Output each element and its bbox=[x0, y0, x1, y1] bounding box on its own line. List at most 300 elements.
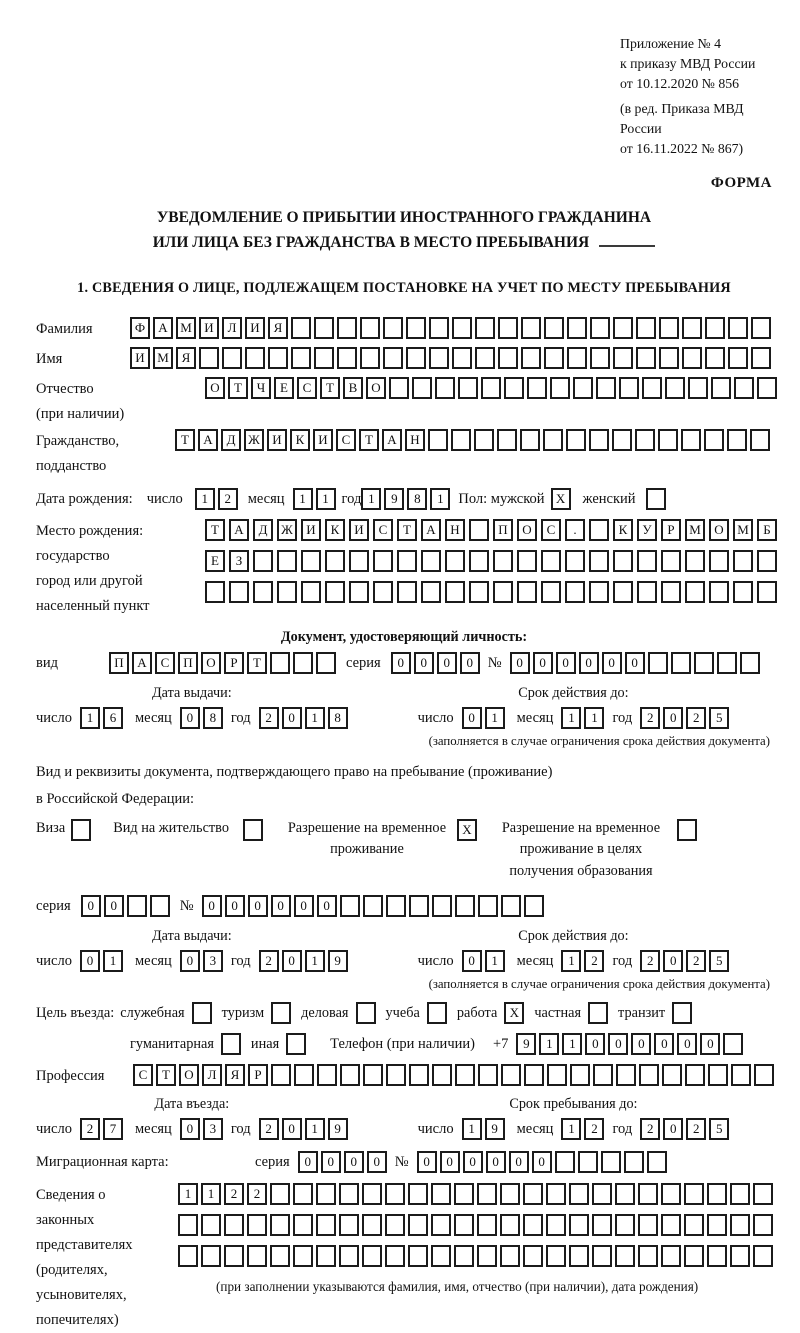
char-cell[interactable]: 0 bbox=[625, 652, 645, 674]
char-cell[interactable] bbox=[727, 429, 747, 451]
char-cell[interactable]: И bbox=[349, 519, 369, 541]
char-cell[interactable] bbox=[497, 429, 517, 451]
char-cell[interactable]: 0 bbox=[510, 652, 530, 674]
char-cell[interactable] bbox=[408, 1214, 428, 1236]
char-cell[interactable] bbox=[569, 1245, 589, 1267]
char-cell[interactable] bbox=[271, 1002, 291, 1024]
char-cell[interactable]: 9 bbox=[328, 1118, 348, 1140]
char-cell[interactable]: И bbox=[130, 347, 150, 369]
char-cell[interactable] bbox=[677, 819, 697, 841]
char-cell[interactable] bbox=[704, 429, 724, 451]
char-cell[interactable]: 0 bbox=[248, 895, 268, 917]
char-cell[interactable]: 1 bbox=[462, 1118, 482, 1140]
char-cell[interactable] bbox=[573, 377, 593, 399]
char-cell[interactable]: 2 bbox=[584, 950, 604, 972]
char-cell[interactable]: Ж bbox=[244, 429, 264, 451]
char-cell[interactable] bbox=[477, 1183, 497, 1205]
char-cell[interactable] bbox=[757, 550, 777, 572]
char-cell[interactable]: У bbox=[637, 519, 657, 541]
char-cell[interactable]: Б bbox=[757, 519, 777, 541]
char-cell[interactable] bbox=[705, 347, 725, 369]
char-cell[interactable]: 0 bbox=[509, 1151, 529, 1173]
char-cell[interactable]: 1 bbox=[430, 488, 450, 510]
char-cell[interactable]: 1 bbox=[485, 707, 505, 729]
char-cell[interactable] bbox=[469, 550, 489, 572]
char-cell[interactable] bbox=[619, 377, 639, 399]
char-cell[interactable]: 0 bbox=[533, 652, 553, 674]
char-cell[interactable] bbox=[709, 581, 729, 603]
char-cell[interactable] bbox=[751, 347, 771, 369]
char-cell[interactable]: Т bbox=[359, 429, 379, 451]
char-cell[interactable]: 0 bbox=[700, 1033, 720, 1055]
char-cell[interactable] bbox=[253, 550, 273, 572]
char-cell[interactable] bbox=[565, 581, 585, 603]
char-cell[interactable] bbox=[429, 347, 449, 369]
char-cell[interactable]: С bbox=[155, 652, 175, 674]
char-cell[interactable]: 1 bbox=[539, 1033, 559, 1055]
char-cell[interactable]: 2 bbox=[686, 1118, 706, 1140]
char-cell[interactable] bbox=[178, 1245, 198, 1267]
char-cell[interactable] bbox=[569, 1183, 589, 1205]
char-cell[interactable] bbox=[451, 429, 471, 451]
char-cell[interactable]: 1 bbox=[561, 950, 581, 972]
char-cell[interactable] bbox=[360, 347, 380, 369]
char-cell[interactable] bbox=[301, 550, 321, 572]
char-cell[interactable] bbox=[567, 317, 587, 339]
char-cell[interactable] bbox=[222, 347, 242, 369]
char-cell[interactable] bbox=[454, 1245, 474, 1267]
char-cell[interactable]: 1 bbox=[561, 707, 581, 729]
char-cell[interactable]: 3 bbox=[203, 1118, 223, 1140]
char-cell[interactable]: 8 bbox=[328, 707, 348, 729]
char-cell[interactable] bbox=[454, 1214, 474, 1236]
char-cell[interactable]: . bbox=[565, 519, 585, 541]
char-cell[interactable]: Л bbox=[222, 317, 242, 339]
char-cell[interactable]: И bbox=[301, 519, 321, 541]
char-cell[interactable] bbox=[454, 1183, 474, 1205]
char-cell[interactable] bbox=[293, 1214, 313, 1236]
char-cell[interactable]: 3 bbox=[203, 950, 223, 972]
char-cell[interactable] bbox=[733, 550, 753, 572]
char-cell[interactable] bbox=[543, 429, 563, 451]
char-cell[interactable]: 6 bbox=[103, 707, 123, 729]
char-cell[interactable] bbox=[685, 581, 705, 603]
char-cell[interactable]: 0 bbox=[81, 895, 101, 917]
char-cell[interactable]: 1 bbox=[195, 488, 215, 510]
char-cell[interactable] bbox=[431, 1214, 451, 1236]
char-cell[interactable] bbox=[229, 581, 249, 603]
char-cell[interactable]: Н bbox=[445, 519, 465, 541]
char-cell[interactable]: 5 bbox=[709, 707, 729, 729]
char-cell[interactable] bbox=[421, 550, 441, 572]
char-cell[interactable] bbox=[613, 347, 633, 369]
char-cell[interactable]: С bbox=[373, 519, 393, 541]
char-cell[interactable] bbox=[201, 1245, 221, 1267]
char-cell[interactable] bbox=[291, 317, 311, 339]
char-cell[interactable]: 1 bbox=[562, 1033, 582, 1055]
char-cell[interactable]: Ф bbox=[130, 317, 150, 339]
char-cell[interactable]: Я bbox=[268, 317, 288, 339]
char-cell[interactable] bbox=[247, 1245, 267, 1267]
char-cell[interactable] bbox=[754, 1064, 774, 1086]
char-cell[interactable] bbox=[589, 519, 609, 541]
char-cell[interactable]: 0 bbox=[414, 652, 434, 674]
char-cell[interactable] bbox=[546, 1183, 566, 1205]
char-cell[interactable] bbox=[589, 550, 609, 572]
char-cell[interactable] bbox=[624, 1151, 644, 1173]
char-cell[interactable] bbox=[682, 347, 702, 369]
char-cell[interactable] bbox=[546, 1245, 566, 1267]
char-cell[interactable]: 1 bbox=[584, 707, 604, 729]
char-cell[interactable]: 0 bbox=[225, 895, 245, 917]
char-cell[interactable] bbox=[245, 347, 265, 369]
char-cell[interactable] bbox=[544, 317, 564, 339]
char-cell[interactable] bbox=[659, 347, 679, 369]
char-cell[interactable] bbox=[684, 1183, 704, 1205]
char-cell[interactable] bbox=[661, 1183, 681, 1205]
char-cell[interactable] bbox=[316, 1183, 336, 1205]
char-cell[interactable]: X bbox=[457, 819, 477, 841]
char-cell[interactable] bbox=[475, 317, 495, 339]
char-cell[interactable] bbox=[517, 581, 537, 603]
char-cell[interactable] bbox=[751, 317, 771, 339]
char-cell[interactable]: 9 bbox=[485, 1118, 505, 1140]
char-cell[interactable] bbox=[658, 429, 678, 451]
char-cell[interactable] bbox=[546, 1214, 566, 1236]
char-cell[interactable] bbox=[409, 895, 429, 917]
char-cell[interactable] bbox=[493, 581, 513, 603]
char-cell[interactable] bbox=[500, 1214, 520, 1236]
char-cell[interactable] bbox=[247, 1214, 267, 1236]
char-cell[interactable] bbox=[406, 317, 426, 339]
char-cell[interactable] bbox=[498, 347, 518, 369]
char-cell[interactable] bbox=[428, 429, 448, 451]
char-cell[interactable] bbox=[339, 1245, 359, 1267]
char-cell[interactable] bbox=[293, 652, 313, 674]
char-cell[interactable] bbox=[349, 581, 369, 603]
char-cell[interactable] bbox=[268, 347, 288, 369]
char-cell[interactable]: 0 bbox=[486, 1151, 506, 1173]
char-cell[interactable] bbox=[150, 895, 170, 917]
char-cell[interactable]: 0 bbox=[556, 652, 576, 674]
char-cell[interactable]: 0 bbox=[417, 1151, 437, 1173]
char-cell[interactable] bbox=[685, 1064, 705, 1086]
char-cell[interactable] bbox=[408, 1245, 428, 1267]
char-cell[interactable] bbox=[637, 550, 657, 572]
char-cell[interactable] bbox=[397, 581, 417, 603]
char-cell[interactable]: 2 bbox=[80, 1118, 100, 1140]
char-cell[interactable] bbox=[590, 347, 610, 369]
char-cell[interactable]: 1 bbox=[293, 488, 313, 510]
char-cell[interactable] bbox=[412, 377, 432, 399]
char-cell[interactable] bbox=[431, 1245, 451, 1267]
char-cell[interactable] bbox=[317, 1064, 337, 1086]
char-cell[interactable] bbox=[612, 429, 632, 451]
char-cell[interactable]: 0 bbox=[663, 950, 683, 972]
char-cell[interactable] bbox=[753, 1245, 773, 1267]
char-cell[interactable] bbox=[541, 581, 561, 603]
char-cell[interactable] bbox=[637, 581, 657, 603]
char-cell[interactable] bbox=[707, 1245, 727, 1267]
char-cell[interactable] bbox=[314, 347, 334, 369]
char-cell[interactable]: 0 bbox=[631, 1033, 651, 1055]
char-cell[interactable]: 0 bbox=[608, 1033, 628, 1055]
char-cell[interactable] bbox=[707, 1214, 727, 1236]
char-cell[interactable] bbox=[635, 429, 655, 451]
char-cell[interactable]: Т bbox=[205, 519, 225, 541]
char-cell[interactable] bbox=[615, 1214, 635, 1236]
char-cell[interactable] bbox=[517, 550, 537, 572]
char-cell[interactable]: 0 bbox=[532, 1151, 552, 1173]
char-cell[interactable] bbox=[661, 1214, 681, 1236]
char-cell[interactable]: Т bbox=[247, 652, 267, 674]
char-cell[interactable]: 2 bbox=[218, 488, 238, 510]
char-cell[interactable] bbox=[728, 317, 748, 339]
char-cell[interactable]: С bbox=[297, 377, 317, 399]
char-cell[interactable] bbox=[639, 1064, 659, 1086]
char-cell[interactable]: Т bbox=[175, 429, 195, 451]
char-cell[interactable]: Н bbox=[405, 429, 425, 451]
char-cell[interactable]: 0 bbox=[440, 1151, 460, 1173]
char-cell[interactable] bbox=[565, 550, 585, 572]
char-cell[interactable]: К bbox=[290, 429, 310, 451]
char-cell[interactable] bbox=[661, 550, 681, 572]
char-cell[interactable] bbox=[316, 1214, 336, 1236]
char-cell[interactable] bbox=[711, 377, 731, 399]
char-cell[interactable]: Я bbox=[225, 1064, 245, 1086]
char-cell[interactable] bbox=[477, 1245, 497, 1267]
char-cell[interactable] bbox=[452, 317, 472, 339]
char-cell[interactable] bbox=[521, 317, 541, 339]
char-cell[interactable]: 1 bbox=[305, 707, 325, 729]
char-cell[interactable] bbox=[301, 581, 321, 603]
char-cell[interactable]: М bbox=[733, 519, 753, 541]
char-cell[interactable]: Ж bbox=[277, 519, 297, 541]
char-cell[interactable] bbox=[524, 1064, 544, 1086]
char-cell[interactable]: И bbox=[267, 429, 287, 451]
char-cell[interactable]: 0 bbox=[298, 1151, 318, 1173]
char-cell[interactable] bbox=[707, 1183, 727, 1205]
char-cell[interactable]: 9 bbox=[384, 488, 404, 510]
char-cell[interactable] bbox=[205, 581, 225, 603]
char-cell[interactable] bbox=[555, 1151, 575, 1173]
char-cell[interactable] bbox=[662, 1064, 682, 1086]
char-cell[interactable]: Ч bbox=[251, 377, 271, 399]
char-cell[interactable] bbox=[570, 1064, 590, 1086]
char-cell[interactable]: 2 bbox=[584, 1118, 604, 1140]
char-cell[interactable]: С bbox=[336, 429, 356, 451]
char-cell[interactable] bbox=[733, 581, 753, 603]
char-cell[interactable] bbox=[385, 1183, 405, 1205]
char-cell[interactable]: К bbox=[613, 519, 633, 541]
char-cell[interactable] bbox=[493, 550, 513, 572]
char-cell[interactable] bbox=[723, 1033, 743, 1055]
char-cell[interactable]: А bbox=[382, 429, 402, 451]
char-cell[interactable] bbox=[224, 1214, 244, 1236]
char-cell[interactable] bbox=[363, 1064, 383, 1086]
char-cell[interactable] bbox=[363, 895, 383, 917]
char-cell[interactable] bbox=[592, 1214, 612, 1236]
char-cell[interactable] bbox=[638, 1245, 658, 1267]
char-cell[interactable]: 1 bbox=[316, 488, 336, 510]
char-cell[interactable]: 1 bbox=[80, 707, 100, 729]
char-cell[interactable] bbox=[458, 377, 478, 399]
char-cell[interactable] bbox=[613, 581, 633, 603]
char-cell[interactable]: О bbox=[517, 519, 537, 541]
char-cell[interactable]: И bbox=[313, 429, 333, 451]
char-cell[interactable] bbox=[524, 895, 544, 917]
char-cell[interactable]: А bbox=[421, 519, 441, 541]
char-cell[interactable]: П bbox=[109, 652, 129, 674]
char-cell[interactable] bbox=[362, 1245, 382, 1267]
char-cell[interactable]: 2 bbox=[686, 707, 706, 729]
char-cell[interactable]: 0 bbox=[463, 1151, 483, 1173]
char-cell[interactable]: 1 bbox=[178, 1183, 198, 1205]
char-cell[interactable]: 0 bbox=[180, 950, 200, 972]
char-cell[interactable]: Р bbox=[224, 652, 244, 674]
char-cell[interactable] bbox=[373, 550, 393, 572]
char-cell[interactable] bbox=[578, 1151, 598, 1173]
char-cell[interactable]: О bbox=[179, 1064, 199, 1086]
char-cell[interactable]: 0 bbox=[271, 895, 291, 917]
char-cell[interactable] bbox=[730, 1245, 750, 1267]
char-cell[interactable] bbox=[429, 317, 449, 339]
char-cell[interactable]: Е bbox=[274, 377, 294, 399]
char-cell[interactable] bbox=[349, 550, 369, 572]
char-cell[interactable] bbox=[385, 1214, 405, 1236]
char-cell[interactable] bbox=[452, 347, 472, 369]
char-cell[interactable]: С bbox=[541, 519, 561, 541]
char-cell[interactable] bbox=[498, 317, 518, 339]
char-cell[interactable]: М bbox=[153, 347, 173, 369]
char-cell[interactable] bbox=[337, 317, 357, 339]
char-cell[interactable]: 2 bbox=[259, 950, 279, 972]
char-cell[interactable]: 0 bbox=[367, 1151, 387, 1173]
char-cell[interactable] bbox=[717, 652, 737, 674]
char-cell[interactable]: И bbox=[199, 317, 219, 339]
char-cell[interactable] bbox=[383, 317, 403, 339]
char-cell[interactable] bbox=[477, 1214, 497, 1236]
char-cell[interactable] bbox=[277, 550, 297, 572]
char-cell[interactable] bbox=[455, 1064, 475, 1086]
char-cell[interactable]: 0 bbox=[317, 895, 337, 917]
char-cell[interactable] bbox=[270, 1214, 290, 1236]
char-cell[interactable]: О bbox=[709, 519, 729, 541]
char-cell[interactable] bbox=[291, 347, 311, 369]
char-cell[interactable] bbox=[504, 377, 524, 399]
char-cell[interactable] bbox=[445, 581, 465, 603]
char-cell[interactable] bbox=[730, 1183, 750, 1205]
char-cell[interactable]: 2 bbox=[224, 1183, 244, 1205]
char-cell[interactable]: 9 bbox=[328, 950, 348, 972]
char-cell[interactable] bbox=[567, 347, 587, 369]
char-cell[interactable] bbox=[431, 1183, 451, 1205]
char-cell[interactable]: 0 bbox=[104, 895, 124, 917]
char-cell[interactable] bbox=[201, 1214, 221, 1236]
char-cell[interactable] bbox=[753, 1183, 773, 1205]
char-cell[interactable] bbox=[314, 317, 334, 339]
char-cell[interactable] bbox=[427, 1002, 447, 1024]
char-cell[interactable] bbox=[271, 1064, 291, 1086]
char-cell[interactable]: Е bbox=[205, 550, 225, 572]
char-cell[interactable] bbox=[360, 317, 380, 339]
char-cell[interactable] bbox=[286, 1033, 306, 1055]
char-cell[interactable]: 0 bbox=[460, 652, 480, 674]
char-cell[interactable]: 1 bbox=[103, 950, 123, 972]
char-cell[interactable] bbox=[277, 581, 297, 603]
char-cell[interactable] bbox=[383, 347, 403, 369]
char-cell[interactable] bbox=[356, 1002, 376, 1024]
char-cell[interactable] bbox=[199, 347, 219, 369]
char-cell[interactable]: И bbox=[245, 317, 265, 339]
char-cell[interactable] bbox=[613, 317, 633, 339]
char-cell[interactable] bbox=[523, 1183, 543, 1205]
char-cell[interactable]: Д bbox=[253, 519, 273, 541]
char-cell[interactable] bbox=[547, 1064, 567, 1086]
char-cell[interactable] bbox=[659, 317, 679, 339]
char-cell[interactable]: 1 bbox=[201, 1183, 221, 1205]
char-cell[interactable] bbox=[325, 581, 345, 603]
char-cell[interactable] bbox=[589, 581, 609, 603]
char-cell[interactable] bbox=[253, 581, 273, 603]
char-cell[interactable] bbox=[316, 652, 336, 674]
char-cell[interactable] bbox=[636, 347, 656, 369]
char-cell[interactable] bbox=[665, 377, 685, 399]
char-cell[interactable]: А bbox=[153, 317, 173, 339]
char-cell[interactable] bbox=[709, 550, 729, 572]
char-cell[interactable]: С bbox=[133, 1064, 153, 1086]
char-cell[interactable] bbox=[316, 1245, 336, 1267]
char-cell[interactable] bbox=[684, 1245, 704, 1267]
char-cell[interactable]: О bbox=[201, 652, 221, 674]
char-cell[interactable]: А bbox=[132, 652, 152, 674]
char-cell[interactable]: Т bbox=[228, 377, 248, 399]
char-cell[interactable]: 2 bbox=[259, 707, 279, 729]
char-cell[interactable] bbox=[192, 1002, 212, 1024]
char-cell[interactable] bbox=[445, 550, 465, 572]
char-cell[interactable] bbox=[406, 347, 426, 369]
char-cell[interactable] bbox=[694, 652, 714, 674]
char-cell[interactable] bbox=[601, 1151, 621, 1173]
char-cell[interactable]: П bbox=[493, 519, 513, 541]
char-cell[interactable]: О bbox=[366, 377, 386, 399]
char-cell[interactable] bbox=[682, 317, 702, 339]
char-cell[interactable] bbox=[408, 1183, 428, 1205]
char-cell[interactable]: 0 bbox=[663, 707, 683, 729]
char-cell[interactable] bbox=[757, 581, 777, 603]
char-cell[interactable] bbox=[527, 377, 547, 399]
char-cell[interactable]: Д bbox=[221, 429, 241, 451]
char-cell[interactable] bbox=[523, 1214, 543, 1236]
char-cell[interactable] bbox=[684, 1214, 704, 1236]
char-cell[interactable]: 0 bbox=[462, 950, 482, 972]
char-cell[interactable] bbox=[243, 819, 263, 841]
char-cell[interactable]: 0 bbox=[282, 950, 302, 972]
char-cell[interactable]: 0 bbox=[663, 1118, 683, 1140]
char-cell[interactable]: 9 bbox=[516, 1033, 536, 1055]
char-cell[interactable] bbox=[671, 652, 691, 674]
char-cell[interactable] bbox=[672, 1002, 692, 1024]
char-cell[interactable]: Я bbox=[176, 347, 196, 369]
char-cell[interactable]: 0 bbox=[602, 652, 622, 674]
char-cell[interactable]: 2 bbox=[640, 707, 660, 729]
char-cell[interactable]: X bbox=[504, 1002, 524, 1024]
char-cell[interactable]: 2 bbox=[640, 1118, 660, 1140]
char-cell[interactable] bbox=[455, 895, 475, 917]
char-cell[interactable]: 0 bbox=[579, 652, 599, 674]
char-cell[interactable]: М bbox=[685, 519, 705, 541]
char-cell[interactable] bbox=[638, 1214, 658, 1236]
